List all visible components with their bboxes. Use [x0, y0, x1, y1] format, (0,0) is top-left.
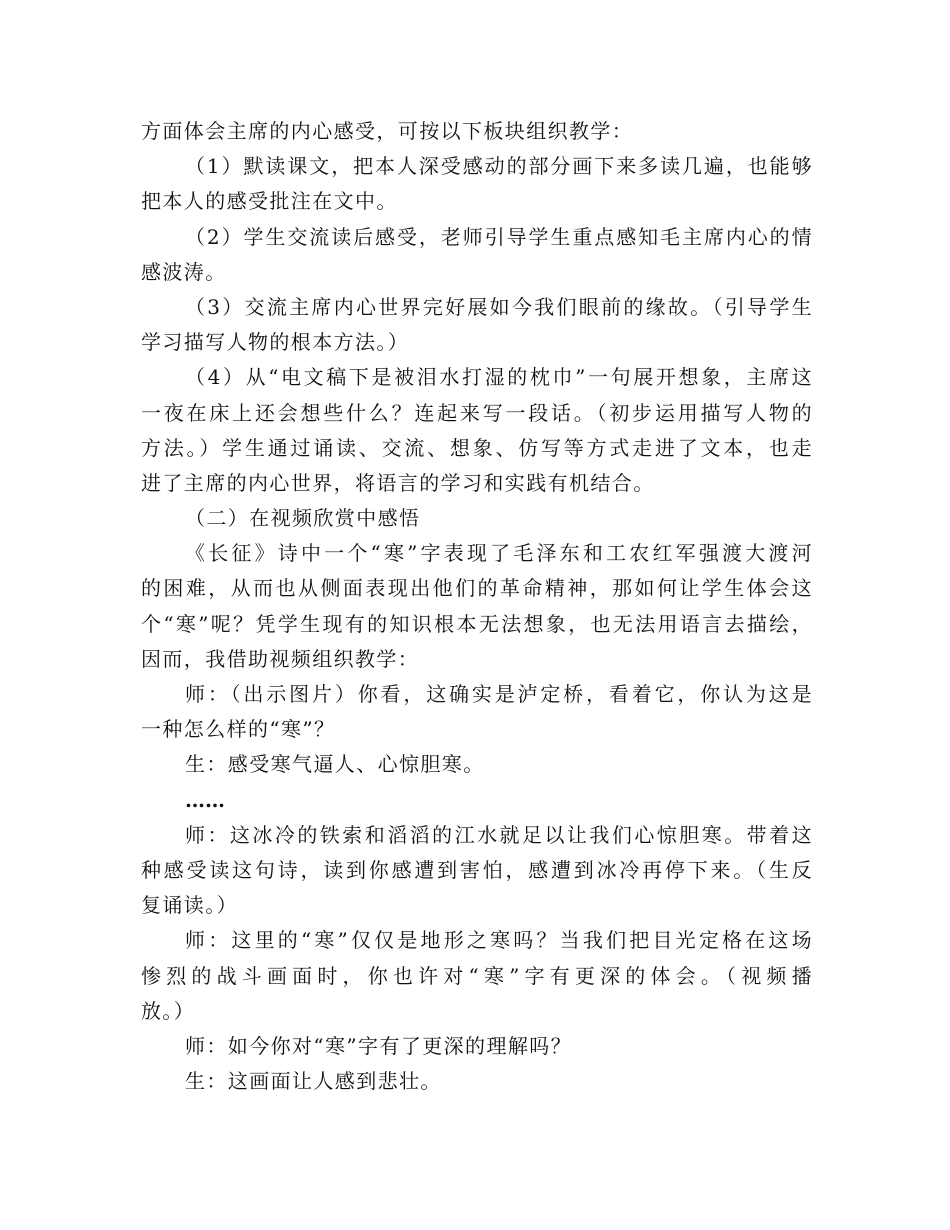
dialogue-line: 复诵读。） — [141, 893, 238, 918]
dialogue-line: 放。） — [141, 998, 196, 1023]
text-line: 一夜在床上还会想些什么？连起来写一段话。（初步运用描写人物的 — [141, 400, 813, 425]
dialogue-line: 一种怎么样的“寒”？ — [141, 717, 336, 742]
text-line: 把本人的感受批注在文中。 — [141, 189, 398, 214]
text-line: （3）交流主席内心世界完好展如今我们眼前的缘故。（引导学生 — [185, 294, 813, 319]
text-line: 学习描写人物的根本方法。） — [141, 330, 410, 355]
text-line: 进了主席的内心世界，将语言的学习和实践有机结合。 — [141, 470, 655, 495]
text-line: （2）学生交流读后感受，老师引导学生重点感知毛主席内心的情 — [185, 224, 813, 249]
text-line: 感波涛。 — [141, 259, 227, 284]
dialogue-line: 生：感受寒气逼人、心惊胆寒。 — [185, 752, 485, 777]
document-body — [141, 114, 813, 1099]
ellipsis-line: …… — [185, 787, 225, 812]
text-line: 方法。）学生通过诵读、交流、想象、仿写等方式走进了文本，也走 — [141, 435, 813, 460]
dialogue-line: 生：这画面让人感到悲壮。 — [185, 1069, 442, 1094]
section-heading: （二）在视频欣赏中感悟 — [185, 506, 421, 531]
text-line: 的困难，从而也从侧面表现出他们的革命精神，那如何让学生体会这 — [141, 576, 813, 601]
dialogue-line: 师：（出示图片）你看，这确实是泸定桥，看着它，你认为这是 — [185, 682, 813, 706]
text-line: （4）从“电文稿下是被泪水打湿的枕巾”一句展开想象，主席这 — [185, 365, 813, 390]
dialogue-line: 种感受读这句诗，读到你感遭到害怕，感遭到冰冷再停下来。（生反 — [141, 857, 813, 882]
text-line: 因而，我借助视频组织教学： — [141, 646, 420, 671]
dialogue-line: 师：这冰冷的铁索和滔滔的江水就足以让我们心惊胆寒。带着这 — [185, 822, 813, 847]
dialogue-line: 师：这里的“寒”仅仅是地形之寒吗？当我们把目光定格在这场 — [185, 928, 813, 953]
text-line: 个“寒”呢？凭学生现有的知识根本无法想象，也无法用语言去描绘， — [141, 611, 813, 636]
text-line: 方面体会主席的内心感受，可按以下板块组织教学： — [141, 119, 634, 143]
dialogue-line: 师：如今你对“寒”字有了更深的理解吗？ — [185, 1033, 573, 1058]
dialogue-line: 惨烈的战斗画面时，你也许对“寒”字有更深的体会。（视频播 — [141, 963, 813, 988]
text-line: 《长征》诗中一个“寒”字表现了毛泽东和工农红军强渡大渡河 — [185, 541, 813, 566]
text-line: （1）默读课文，把本人深受感动的部分画下来多读几遍，也能够 — [185, 154, 813, 179]
